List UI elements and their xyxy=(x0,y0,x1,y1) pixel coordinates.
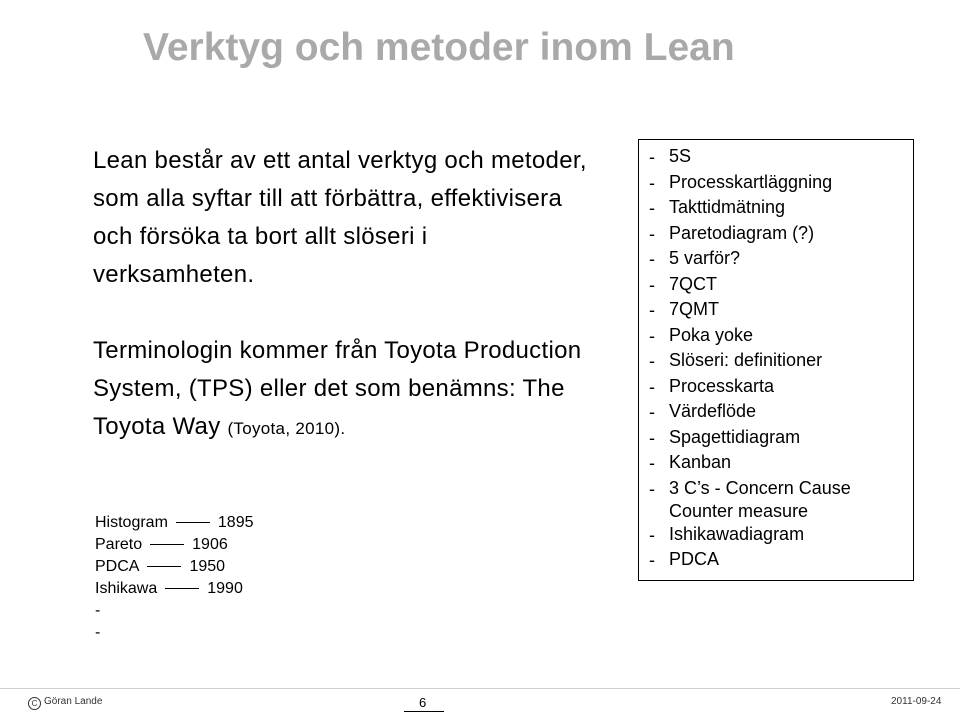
list-dash: - xyxy=(649,478,655,499)
intro-paragraph-2 xyxy=(93,332,593,448)
copyright-icon: C xyxy=(28,697,41,710)
intro-text xyxy=(93,142,593,448)
history-method-name: Ishikawa xyxy=(95,580,158,597)
tool-item xyxy=(649,400,913,426)
list-dash: - xyxy=(649,274,655,295)
history-dash xyxy=(150,544,184,545)
tool-item xyxy=(649,298,913,324)
tool-item xyxy=(649,196,913,222)
history-method-name: Pareto xyxy=(95,536,143,553)
tool-item xyxy=(649,273,913,299)
tool-item xyxy=(649,324,913,350)
history-method-name: Histogram xyxy=(95,514,168,531)
history-item xyxy=(95,578,254,600)
list-dash: - xyxy=(649,325,655,346)
list-dash: - xyxy=(649,147,655,167)
list-dash: - xyxy=(649,223,655,244)
paragraph-spacer xyxy=(93,294,593,332)
slide-date: 2011-09-24 xyxy=(891,696,942,707)
history-placeholder: - xyxy=(95,624,101,641)
history-year: 1990 xyxy=(207,580,243,597)
list-dash: - xyxy=(649,351,655,371)
list-dash: - xyxy=(649,172,655,193)
history-dash xyxy=(176,522,210,523)
tool-label: Paretodiagram (?) xyxy=(669,222,815,243)
history-method-name: PDCA xyxy=(95,558,140,575)
tool-label: Poka yoke xyxy=(669,324,754,345)
tool-label: Värdeflöde xyxy=(669,401,757,421)
tool-item xyxy=(649,247,913,273)
tool-item xyxy=(649,523,913,549)
list-dash: - xyxy=(649,249,655,269)
tool-item xyxy=(649,222,913,248)
history-placeholder: - xyxy=(95,602,101,619)
list-dash: - xyxy=(649,300,655,320)
author-name: Göran Lande xyxy=(44,696,103,707)
list-dash: - xyxy=(649,524,655,545)
tool-item xyxy=(649,349,913,375)
tool-label: 3 C’s - Concern Cause Counter measure xyxy=(669,477,851,521)
tool-label: Spagettidiagram xyxy=(669,426,801,447)
list-dash: - xyxy=(649,453,655,473)
tool-label: 7QMT xyxy=(669,299,720,319)
history-year: 1895 xyxy=(217,514,254,531)
tool-item xyxy=(649,477,913,523)
list-dash: - xyxy=(649,198,655,218)
tool-item xyxy=(649,451,913,477)
tool-item xyxy=(649,426,913,452)
tool-item xyxy=(649,145,913,171)
history-item xyxy=(95,556,254,578)
tool-label: 5S xyxy=(669,146,692,166)
history-item xyxy=(95,512,254,534)
tool-label: Processkarta xyxy=(669,375,775,396)
list-dash: - xyxy=(649,427,655,448)
history-year: 1906 xyxy=(192,536,228,553)
tool-item xyxy=(649,171,913,197)
tool-item xyxy=(649,548,913,574)
page-number: 6 xyxy=(419,695,427,710)
tool-label: Ishikawadiagram xyxy=(669,523,805,544)
list-dash: - xyxy=(649,550,655,570)
tools-box xyxy=(638,139,914,581)
terminology-text: Terminologin kommer från Toyota Production System, (TPS) eller det som benämns: The Toyota Way xyxy=(93,337,582,440)
tool-label: Takttidmätning xyxy=(669,197,786,217)
citation: (Toyota, 2010). xyxy=(227,419,346,438)
history-item xyxy=(95,534,254,556)
history-timeline xyxy=(95,512,254,644)
slide-footer xyxy=(0,688,960,719)
page-number-underline xyxy=(404,711,444,712)
tool-item xyxy=(649,375,913,401)
history-dash xyxy=(165,588,199,589)
list-dash: - xyxy=(649,402,655,422)
tool-label: PDCA xyxy=(669,549,720,569)
tools-list xyxy=(649,145,913,574)
tool-label: Slöseri: definitioner xyxy=(669,350,823,370)
tool-label: Kanban xyxy=(669,452,732,472)
copyright-notice xyxy=(28,696,102,710)
history-year: 1950 xyxy=(189,558,226,575)
tool-label: 5 varför? xyxy=(669,248,741,268)
history-dash xyxy=(147,566,181,567)
slide-title: Verktyg och metoder inom Lean xyxy=(143,26,735,69)
tool-label: 7QCT xyxy=(669,273,718,294)
tool-label: Processkartläggning xyxy=(669,171,833,192)
list-dash: - xyxy=(649,376,655,397)
intro-paragraph-1: Lean består av ett antal verktyg och metoder, som alla syftar till att förbättra, effektivisera och försöka ta bort allt slöseri i verksamheten. xyxy=(93,147,587,288)
